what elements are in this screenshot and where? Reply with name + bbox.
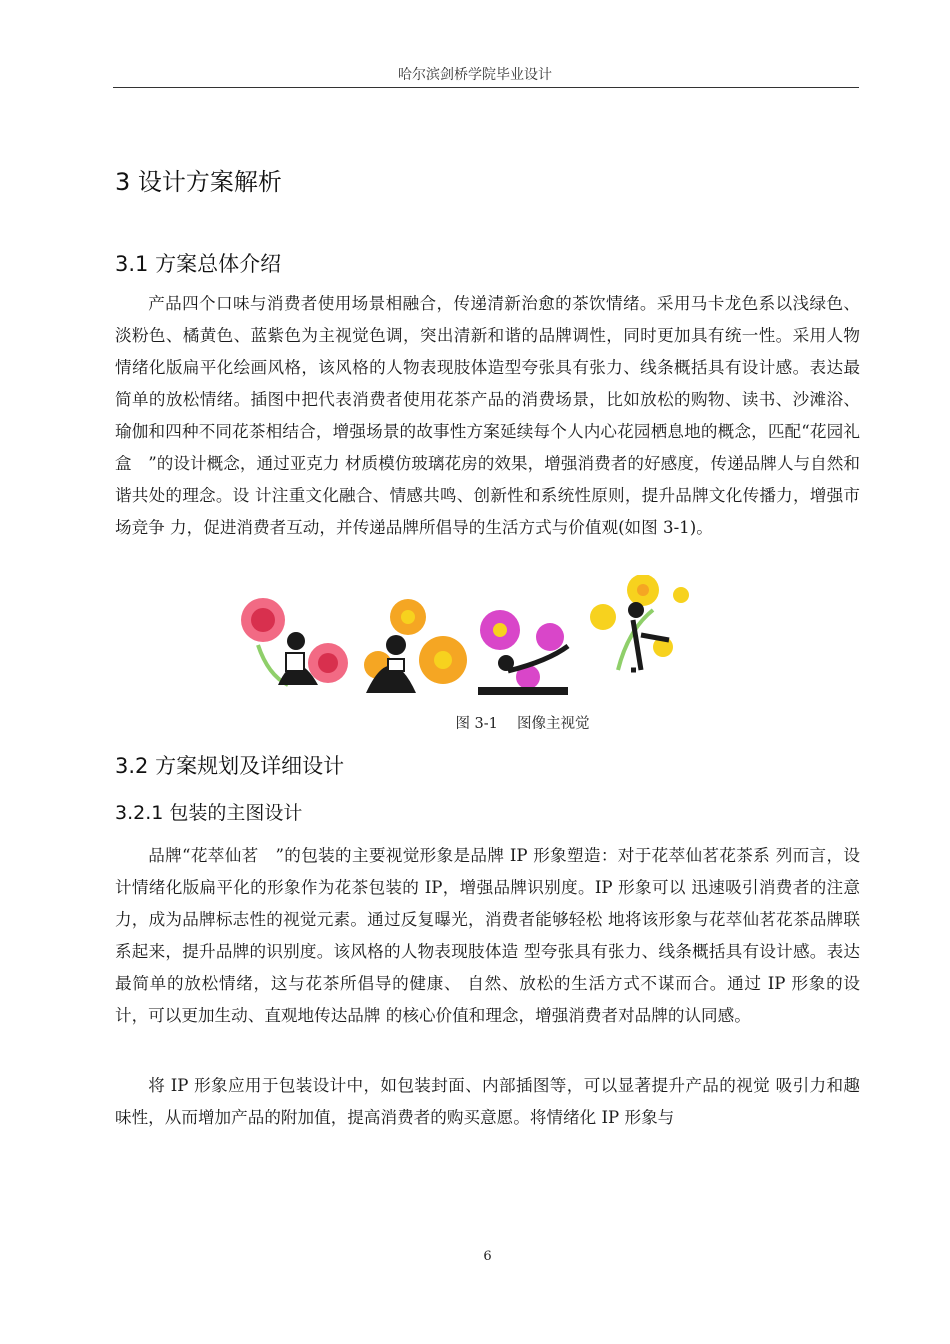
- main-visual-illustration: [238, 575, 698, 700]
- section-3-1-paragraph: 产品四个口味与消费者使用场景相融合，传递清新治愈的茶饮情绪。采用马卡龙色系以浅绿色、淡粉色、橘黄色、蓝紫色为主视觉色调，突出清新和谐的品牌调性，同时更加具有统一性。采用人物情绪化版扁平化绘画风格，该风格的人物表现肢体造型夸张具有张力、线条概括具有设计感。表达最简单的放松情绪。插图中把代表消费者使用花茶产品的消费场景，比如放松的购物、读书、沙滩浴、瑜伽和四种不同花茶相结合，增强场景的故事性方案延续每个人内心花园栖息地的概念，匹配“花园礼盒 ”的设计概念，通过亚克力 材质模仿玻璃花房的效果，增强消费者的好感度，传递品牌人与自然和谐共处的理念。设 计注重文化融合、情感共鸣、创新性和系统性原则，提升品牌文化传播力，增强市场竞争 力，促进消费者互动，并传递品牌所倡导的生活方式与价值观(如图 3-1)。: [115, 294, 860, 537]
- section-3-2-title: 3.2 方案规划及详细设计: [115, 754, 345, 778]
- illustration-shopping-scene: [241, 598, 348, 685]
- page-number: 6: [483, 1249, 492, 1264]
- section-3-2-1-paragraph-2: 将 IP 形象应用于包装设计中，如包装封面、内部插图等，可以显著提升产品的视觉 吸引力和趣味性，从而增加产品的附加值，提高消费者的购买意愿。将情绪化 IP 形象与: [115, 1076, 860, 1127]
- section-3-2-1-title: 3.2.1 包装的主图设计: [115, 802, 303, 824]
- chapter-title: 3 设计方案解析: [115, 168, 282, 196]
- running-header: 哈尔滨剑桥学院毕业设计: [398, 67, 552, 83]
- illustration-reading-scene: [364, 599, 467, 693]
- section-3-1-title: 3.1 方案总体介绍: [115, 252, 282, 276]
- illustration-beach-scene: [478, 610, 568, 695]
- figure-3-1-caption: 图 3-1 图像主视觉: [455, 716, 590, 732]
- section-3-2-1-paragraph-1: 品牌“花萃仙茗 ”的包装的主要视觉形象是品牌 IP 形象塑造：对于花萃仙茗花茶系 列而言，设计情绪化版扁平化的形象作为花茶包装的 IP，增强品牌识别度。IP 形象可以 迅速吸引消费者的注意力，成为品牌标志性的视觉元素。通过反复曝光，消费者能够轻松 地将该形象与花萃仙茗花茶品牌联系起来，提升品牌的识别度。该风格的人物表现肢体造 型夸张具有张力、线条概括具有设计感。表达最简单的放松情绪，这与花茶所倡导的健康、 自然、放松的生活方式不谋而合。通过 IP 形象的设计，可以更加生动、直观地传达品牌 的核心价值和理念，增强消费者对品牌的认同感。: [115, 846, 860, 1025]
- header-rule: [113, 87, 859, 88]
- illustration-yoga-scene: [590, 575, 689, 670]
